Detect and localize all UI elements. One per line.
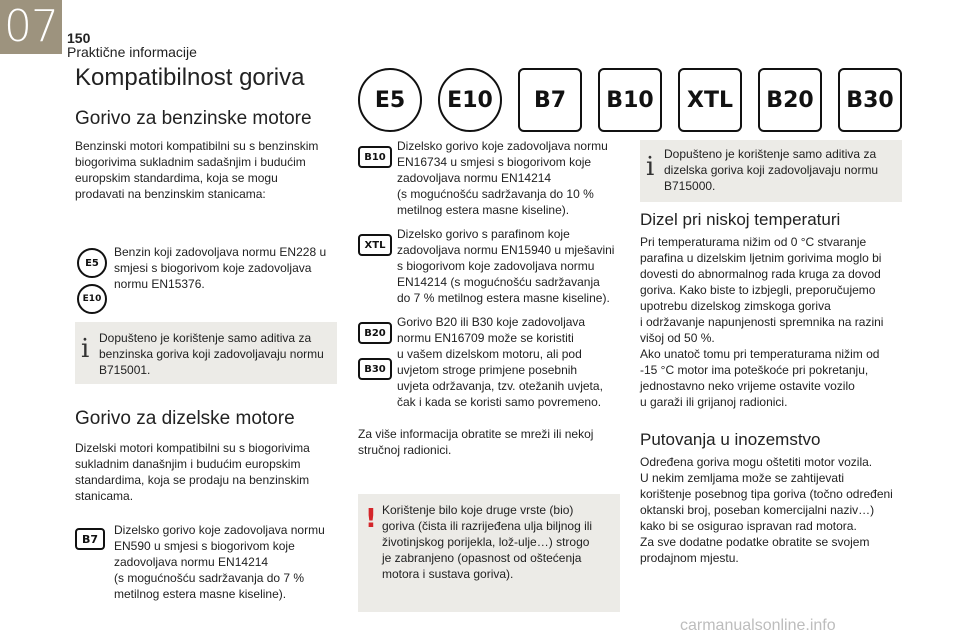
travel-heading: Putovanja u inozemstvo: [640, 430, 821, 449]
warning-icon: !: [365, 504, 377, 534]
petrol-badge-e10: E10: [77, 284, 107, 314]
badge-b10: B10: [358, 146, 392, 168]
more-info-text: Za više informacija obratite se mreži ili nekoj stručnoj radionici.: [358, 427, 594, 457]
petrol-note-box: [75, 322, 337, 384]
badge-b20: B20: [358, 322, 392, 344]
fuel-badge-b7: B7: [518, 68, 582, 132]
travel-text: Određena goriva mogu oštetiti motor vozila. U nekim zemljama može se zahtijevati korištenje posebnog tipa goriva (točno određeni oktanski broj, poseban komercijalni naziv…) kako bi se osigurao ispravan rad motora. Za sve dodatne podatke obratite se svojem prodajnom mjestu.: [640, 455, 893, 565]
diesel-heading: Gorivo za dizelske motore: [75, 408, 295, 429]
warning-box: [358, 494, 620, 612]
b20-b30-text: Gorivo B20 ili B30 koje zadovoljava normu EN16709 može se koristiti u vašem dizelskom motoru, ali pod uvjetom stroge primjene posebnih uvjeta održavanja, tzv. otežanih uvjeta, čak i kada se koristi samo povremeno.: [397, 315, 603, 409]
petrol-badge-e5: E5: [77, 248, 107, 278]
fuel-badge-b10: B10: [598, 68, 662, 132]
chapter-number: 07: [4, 1, 58, 52]
petrol-item-text: Benzin koji zadovoljava normu EN228 u smjesi s biogorivom koje zadovoljava normu EN15376.: [114, 245, 327, 291]
cold-diesel-text: Pri temperaturama nižim od 0 °C stvaranje parafina u dizelskim ljetnim gorivima moglo bi dovesti do abnormalnog rada kruga za dovod goriva. Kako biste to izbjegli, preporučujemo upotrebu dizelskog zimskoga goriva i održavanje napunjenosti spremnika na razini višoj od 50 %. Ako unatoč tomu pri temperaturama nižim od -15 °C motor ima poteškoće pri pokretanju, jednostavno neko vrijeme ostavite vozilo u garaži ili grijanoj radionici.: [640, 235, 884, 409]
page-title: Kompatibilnost goriva: [75, 64, 305, 91]
badge-xtl: XTL: [358, 234, 392, 256]
petrol-note-text: Dopušteno je korištenje samo aditiva za benzinska goriva koji zadovoljavaju normu B715001.: [99, 331, 324, 377]
fuel-badge-xtl: XTL: [678, 68, 742, 132]
fuel-badge-e5: E5: [358, 68, 422, 132]
footer-watermark: carmanualsonline.info: [680, 617, 836, 634]
xtl-text: Dizelsko gorivo s parafinom koje zadovoljava normu EN15940 u mješavini s biogorivom koje zadovoljava normu EN14214 (s mogućnošću sadržavanja do 7 % metilnog estera masne kiseline).: [397, 227, 615, 305]
diesel-b7-text: Dizelsko gorivo koje zadovoljava normu EN590 u smjesi s biogorivom koje zadovoljava normu EN14214 (s mogućnošću sadržavanja do 7 % metilnog estera masne kiseline).: [114, 523, 325, 601]
diesel-note-box: [640, 140, 902, 202]
chapter-tab: [0, 0, 62, 54]
info-icon: i: [646, 152, 655, 182]
fuel-badge-e10: E10: [438, 68, 502, 132]
b10-text: Dizelsko gorivo koje zadovoljava normu EN16734 u smjesi s biogorivom koje zadovoljava normu EN14214 (s mogućnošću sadržavanja do 10 % metilnog estera masne kiseline).: [397, 139, 608, 217]
info-icon: i: [81, 334, 90, 364]
warning-text: Korištenje bilo koje druge vrste (bio) goriva (čista ili razrijeđena ulja biljnog ili životinjskog porijekla, lož-ulje…) strogo je zabranjeno (opasnost od oštećenja motora i sustava goriva).: [382, 503, 593, 581]
petrol-intro: Benzinski motori kompatibilni su s benzinskim biogorivima sukladnim sadašnjim i budućim europskim standardima, koja se mogu prodavati na benzinskim stanicama:: [75, 139, 319, 201]
chapter-title: Praktične informacije: [67, 44, 197, 60]
diesel-badge-b7: B7: [75, 528, 105, 550]
fuel-badge-b20: B20: [758, 68, 822, 132]
petrol-heading: Gorivo za benzinske motore: [75, 108, 312, 129]
badge-b30: B30: [358, 358, 392, 380]
diesel-intro: Dizelski motori kompatibilni su s biogorivima sukladnim današnjim i budućim europskim standardima, koja se prodaju na benzinskim stanicama.: [75, 441, 310, 503]
cold-diesel-heading: Dizel pri niskoj temperaturi: [640, 210, 841, 229]
diesel-note-text: Dopušteno je korištenje samo aditiva za dizelska goriva koji zadovoljavaju normu B715000.: [664, 147, 879, 193]
page-number: 150: [67, 30, 91, 46]
fuel-badge-b30: B30: [838, 68, 902, 132]
